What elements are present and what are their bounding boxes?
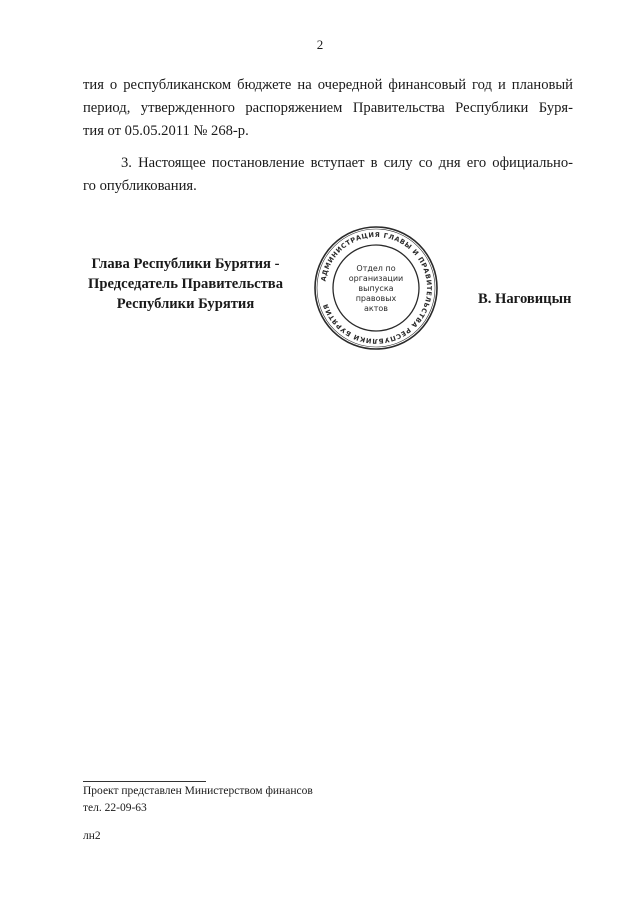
text-line: период, утвержденного распоряжением Правительства Республики Буря- — [83, 100, 573, 116]
seal-center-line: актов — [363, 304, 389, 313]
signer-title-line: Председатель Правительства — [87, 276, 283, 292]
signer-name: В. Наговицын — [478, 291, 572, 307]
footnote-divider — [83, 781, 206, 782]
text-line: го опубликования. — [83, 178, 197, 194]
signer-title-line: Глава Республики Бурятия - — [91, 256, 280, 272]
paragraph-effective-date — [83, 152, 573, 198]
text-line: тия о республиканском бюджете на очередной финансовый год и плановый — [83, 77, 573, 93]
seal-ring-text-path: АДМИНИСТРАЦИЯ ГЛАВЫ И ПРАВИТЕЛЬСТВА РЕСПУБЛИКИ БУРЯТИЯ — [319, 230, 434, 346]
text-line: тия от 05.05.2011 № 268-р. — [83, 123, 249, 139]
official-seal-stamp — [312, 224, 440, 352]
signer-title-line: Республики Бурятия — [116, 296, 255, 312]
seal-center-line: выпуска — [358, 284, 394, 293]
page-number: 2 — [316, 37, 324, 52]
seal-center-line: правовых — [355, 294, 397, 303]
text-line: 3. Настоящее постановление вступает в силу со дня его официально- — [121, 155, 573, 171]
footnote-project-note: Проект представлен Министерством финансов — [83, 785, 313, 797]
signer-title — [78, 254, 293, 314]
paragraph-budget-reference — [83, 74, 573, 143]
footnote-phone: тел. 22-09-63 — [83, 802, 147, 814]
footnote-code: лн2 — [83, 830, 101, 842]
seal-center-line: организации — [348, 274, 404, 283]
seal-center-line: Отдел по — [356, 264, 396, 273]
